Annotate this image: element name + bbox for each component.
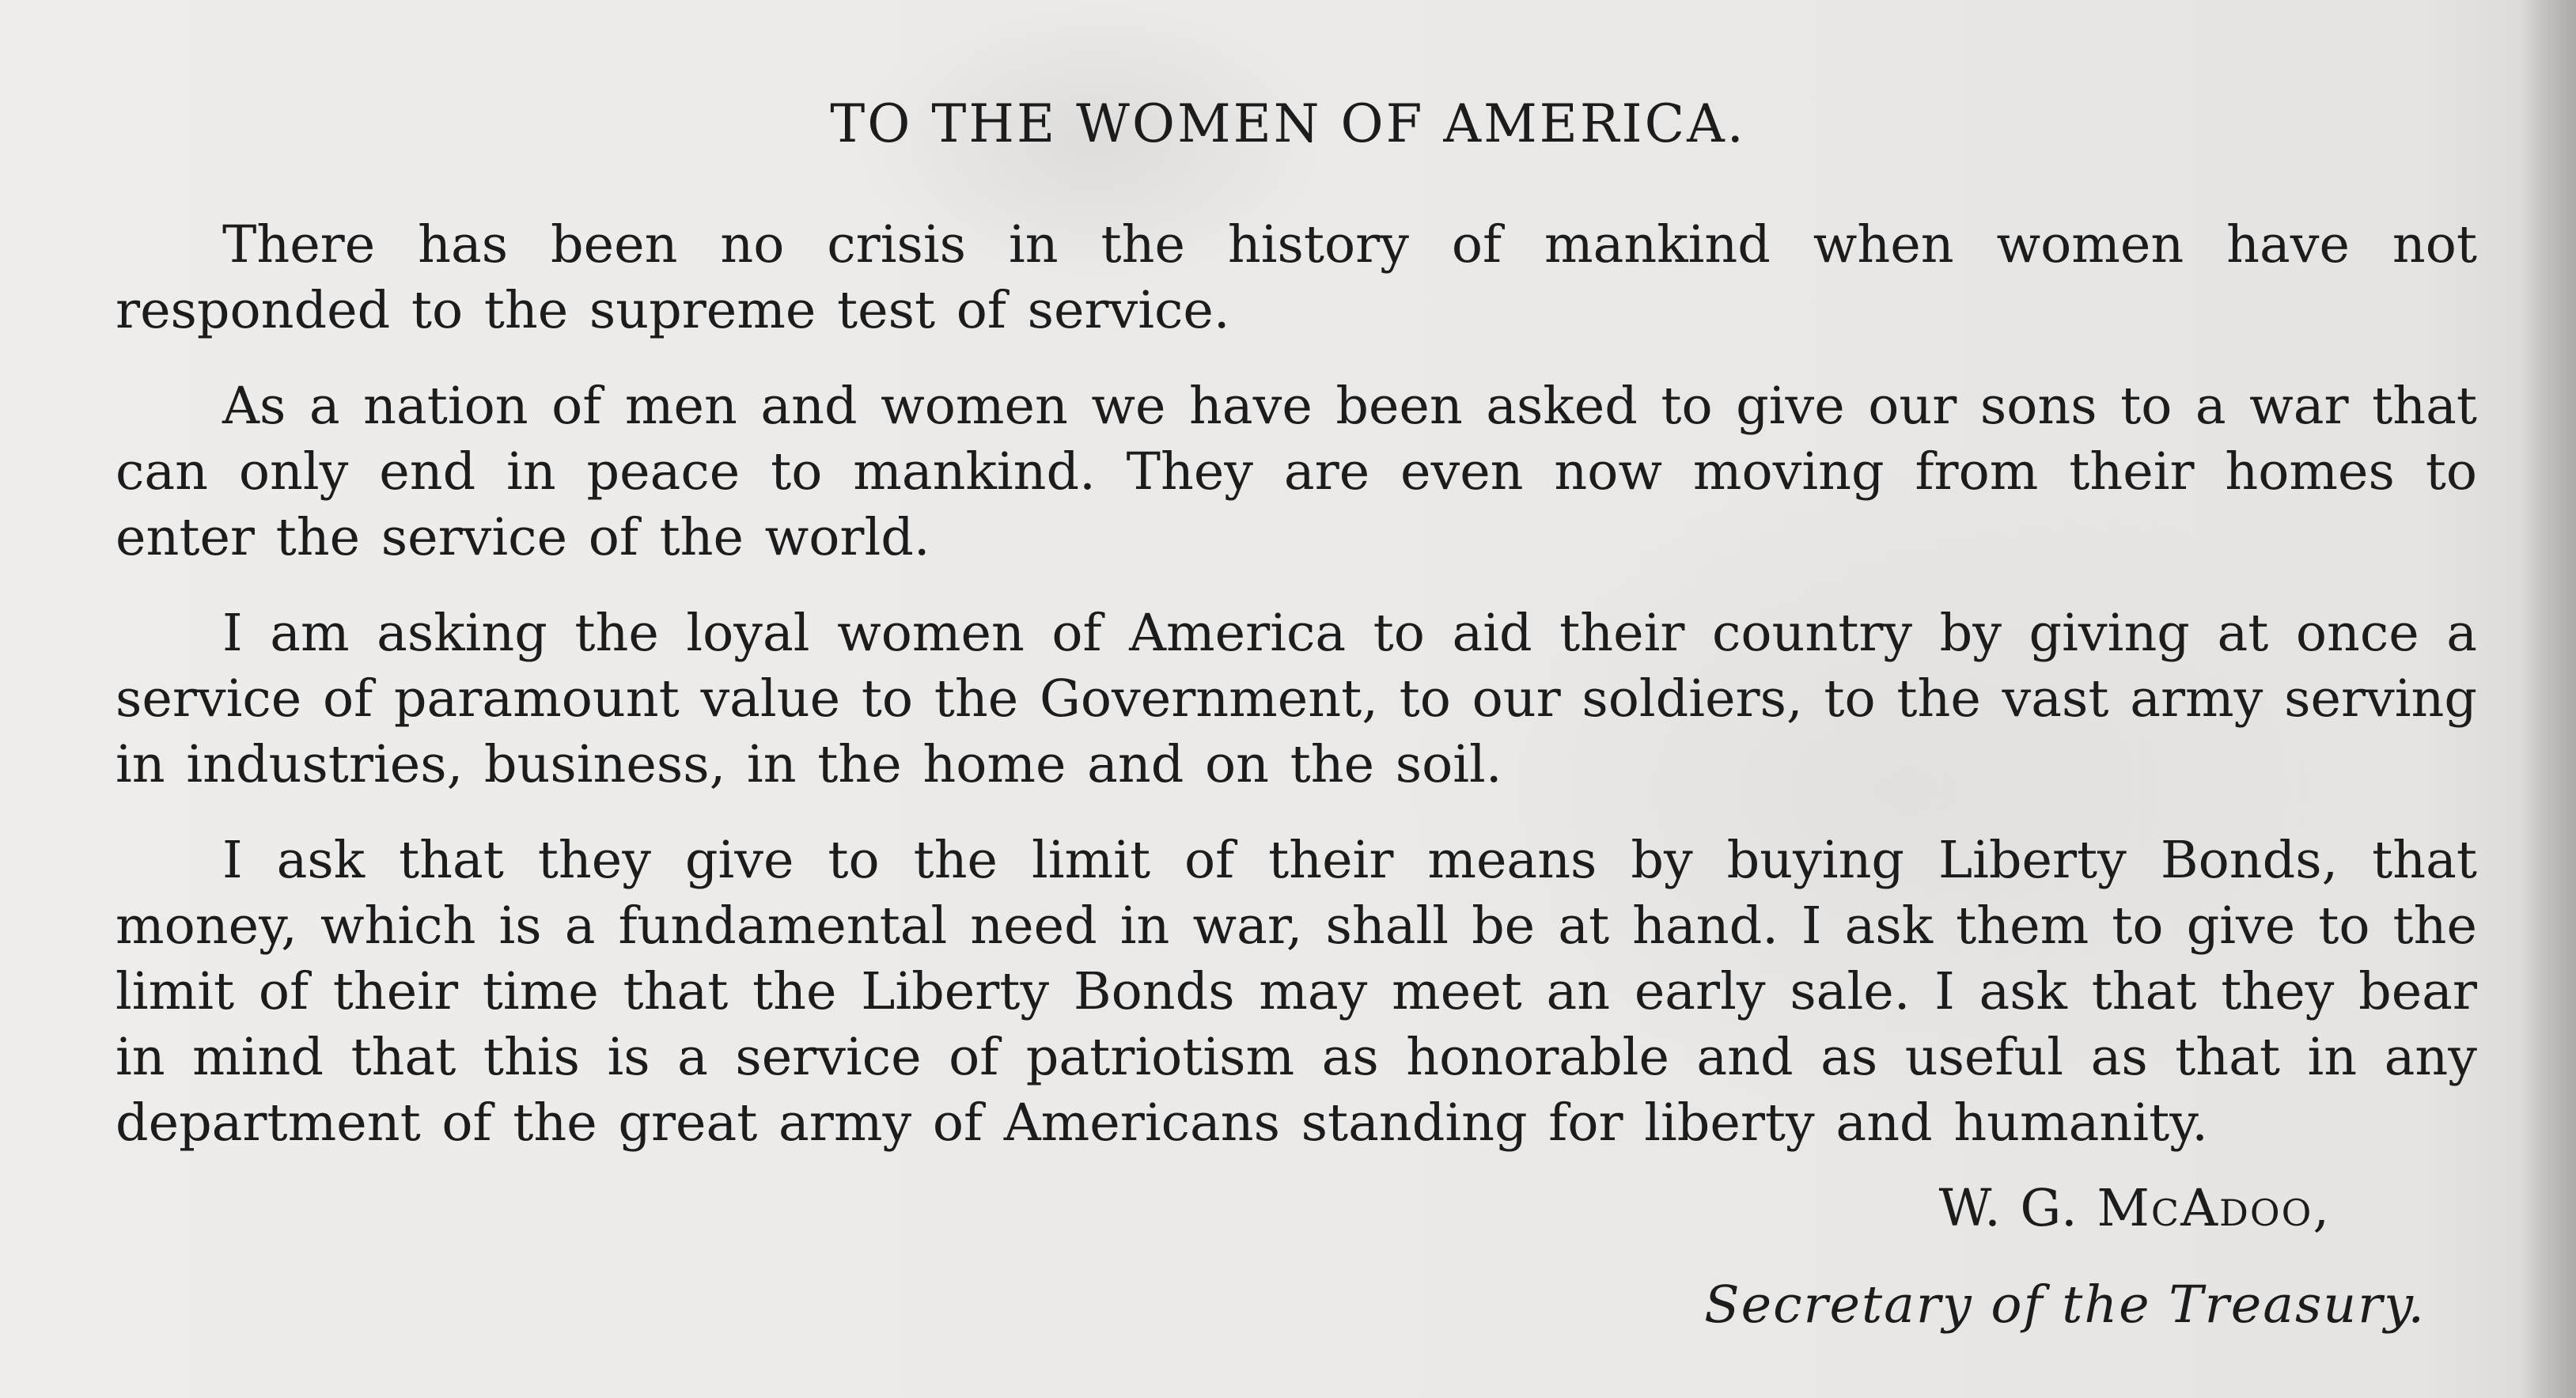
signature-title: Secretary of the Treasury. — [1704, 1275, 2426, 1335]
paragraph-4: I ask that they give to the limit of their means by buying Liberty Bonds, that money, which is a fundamental need in war, shall be at hand. I ask them to give to the limit of their time that the Liberty Bonds may meet an early sale. I ask that they bear in mind that this is a service of patriotism as honorable and as useful as that in any department of the great army of Americans standing for liberty and humanity. — [116, 831, 2477, 1153]
document-title: TO THE WOMEN OF AMERICA. — [830, 93, 1746, 154]
paragraph-3: I am asking the loyal women of America to aid their country by giving at once a service of paramount value to the Government, to our soldiers, to the vast army serving in industries, business, in the home and on the soil. — [116, 604, 2477, 794]
letter-body — [116, 212, 2477, 1186]
signature-name: W. G. McAdoo, — [1938, 1179, 2331, 1238]
paragraph-2: As a nation of men and women we have been asked to give our sons to a war that can only end in peace to mankind. They are even now moving from their homes to enter the service of the world. — [116, 377, 2477, 567]
paragraph-1: There has been no crisis in the history of mankind when women have not responded to the supreme test of service. — [116, 215, 2477, 340]
page-binding-edge — [2521, 0, 2576, 1398]
